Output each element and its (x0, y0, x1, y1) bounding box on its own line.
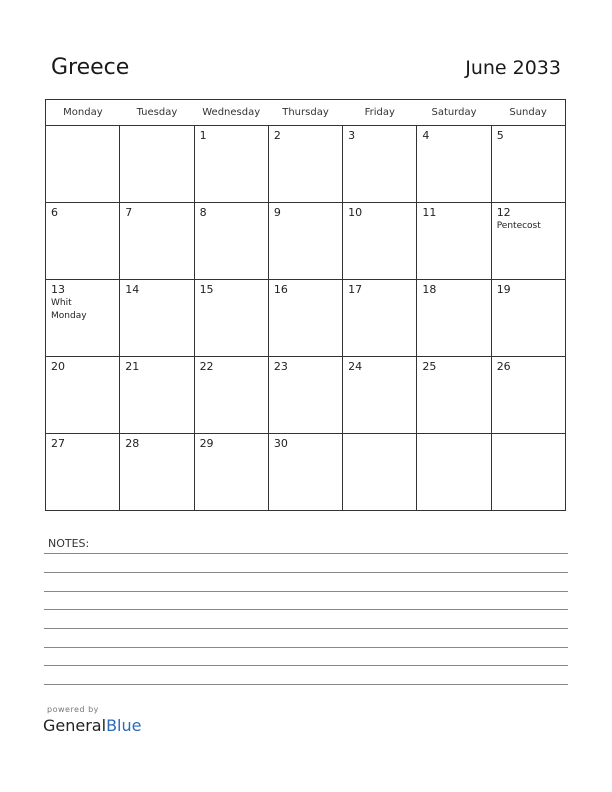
day-number: 16 (273, 283, 288, 296)
day-cell (194, 203, 268, 280)
brand-blue-text: Blue (106, 716, 142, 735)
note-line (44, 665, 568, 666)
day-cell-content (46, 357, 119, 377)
day-number: 25 (422, 360, 437, 373)
day-number: 20 (51, 360, 65, 373)
day-cell-content (120, 126, 193, 132)
note-line (44, 628, 568, 629)
day-number: 3 (348, 129, 356, 142)
day-number: 10 (348, 206, 363, 219)
weekday-header: Saturday (417, 100, 491, 126)
day-cell-content (417, 434, 490, 440)
day-number: 12 (496, 206, 511, 219)
day-cell (343, 280, 417, 357)
weekday-header: Tuesday (120, 100, 194, 126)
day-cell (417, 357, 491, 434)
weekday-header: Wednesday (194, 100, 268, 126)
weekday-header: Friday (343, 100, 417, 126)
week-row (46, 126, 566, 203)
day-cell (491, 280, 565, 357)
day-number: 18 (422, 283, 437, 296)
day-cell-content (492, 434, 565, 440)
day-number: 15 (199, 283, 214, 296)
day-cell-content (46, 126, 119, 132)
note-line (44, 609, 568, 610)
day-cell-content (120, 280, 193, 300)
day-cell (491, 126, 565, 203)
day-cell (268, 126, 342, 203)
day-cell (417, 126, 491, 203)
day-number: 13 (51, 283, 65, 296)
day-cell-content (195, 434, 268, 454)
day-number: 26 (496, 360, 511, 373)
weekday-header: Sunday (491, 100, 565, 126)
day-cell (268, 357, 342, 434)
day-cell-content (343, 434, 416, 440)
notes-label: NOTES: (48, 537, 90, 550)
day-cell-content (343, 126, 416, 146)
weekday-header: Monday (46, 100, 120, 126)
note-line (44, 553, 568, 554)
weekday-header-row (46, 100, 566, 126)
day-number: 19 (496, 283, 511, 296)
day-number: 8 (199, 206, 207, 219)
week-row (46, 434, 566, 511)
day-number: 11 (422, 206, 437, 219)
note-line (44, 591, 568, 592)
day-cell-content (492, 357, 565, 377)
day-cell-content (269, 126, 342, 146)
day-cell-content (195, 126, 268, 146)
day-number: 17 (348, 283, 363, 296)
note-line (44, 647, 568, 648)
day-cell (194, 126, 268, 203)
day-cell (46, 203, 120, 280)
day-cell (343, 203, 417, 280)
brand-general-text: General (43, 716, 107, 735)
calendar-grid (45, 99, 566, 511)
month-year-title: June 2033 (465, 57, 561, 79)
day-cell-content (46, 434, 119, 454)
day-number: 4 (422, 129, 430, 142)
day-cell (417, 434, 491, 511)
day-number: 9 (273, 206, 281, 219)
day-cell (46, 434, 120, 511)
day-cell-content (492, 126, 565, 146)
day-cell-content (120, 434, 193, 454)
day-cell (120, 357, 194, 434)
note-line (44, 684, 568, 685)
day-number: 14 (125, 283, 140, 296)
day-number: 24 (348, 360, 363, 373)
day-cell (46, 126, 120, 203)
day-cell-content (417, 357, 490, 377)
note-line (44, 572, 568, 573)
day-cell (417, 203, 491, 280)
day-number: 1 (199, 129, 207, 142)
day-cell (491, 434, 565, 511)
day-cell (268, 280, 342, 357)
day-number: 30 (273, 437, 288, 450)
day-cell-content (269, 203, 342, 223)
day-cell-content (46, 203, 119, 223)
holiday-label: Whit Monday (51, 298, 87, 321)
day-number: 7 (125, 206, 133, 219)
brand-logo (43, 716, 141, 735)
day-cell (120, 280, 194, 357)
day-cell (491, 203, 565, 280)
day-number: 29 (199, 437, 214, 450)
holiday-label: Pentecost (496, 221, 541, 231)
day-cell-content (269, 280, 342, 300)
day-cell-content (195, 357, 268, 377)
day-cell-content (492, 203, 565, 236)
day-cell-content (120, 203, 193, 223)
country-title: Greece (51, 55, 130, 80)
day-cell (417, 280, 491, 357)
day-cell (268, 434, 342, 511)
day-cell (343, 126, 417, 203)
day-cell (194, 280, 268, 357)
day-cell-content (417, 126, 490, 146)
day-number: 5 (496, 129, 504, 142)
day-number: 2 (273, 129, 281, 142)
day-cell (343, 434, 417, 511)
powered-by-text: powered by (47, 705, 99, 714)
day-cell (120, 126, 194, 203)
day-number: 23 (273, 360, 288, 373)
weekday-header: Thursday (268, 100, 342, 126)
day-cell (120, 203, 194, 280)
day-cell-content (417, 203, 490, 223)
day-cell-content (46, 280, 119, 326)
day-cell (268, 203, 342, 280)
day-cell (491, 357, 565, 434)
week-row (46, 280, 566, 357)
day-cell-content (269, 357, 342, 377)
day-number: 27 (51, 437, 65, 450)
day-cell (343, 357, 417, 434)
day-number: 28 (125, 437, 140, 450)
day-number: 22 (199, 360, 214, 373)
day-cell-content (417, 280, 490, 300)
day-cell (46, 357, 120, 434)
day-cell-content (269, 434, 342, 454)
day-cell (194, 357, 268, 434)
day-cell (120, 434, 194, 511)
day-cell-content (343, 203, 416, 223)
day-cell-content (492, 280, 565, 300)
day-cell (46, 280, 120, 357)
day-cell-content (120, 357, 193, 377)
week-row (46, 357, 566, 434)
day-cell-content (195, 280, 268, 300)
week-row (46, 203, 566, 280)
day-cell-content (195, 203, 268, 223)
day-number: 6 (51, 206, 58, 219)
day-number: 21 (125, 360, 140, 373)
day-cell (194, 434, 268, 511)
day-cell-content (343, 357, 416, 377)
day-cell-content (343, 280, 416, 300)
